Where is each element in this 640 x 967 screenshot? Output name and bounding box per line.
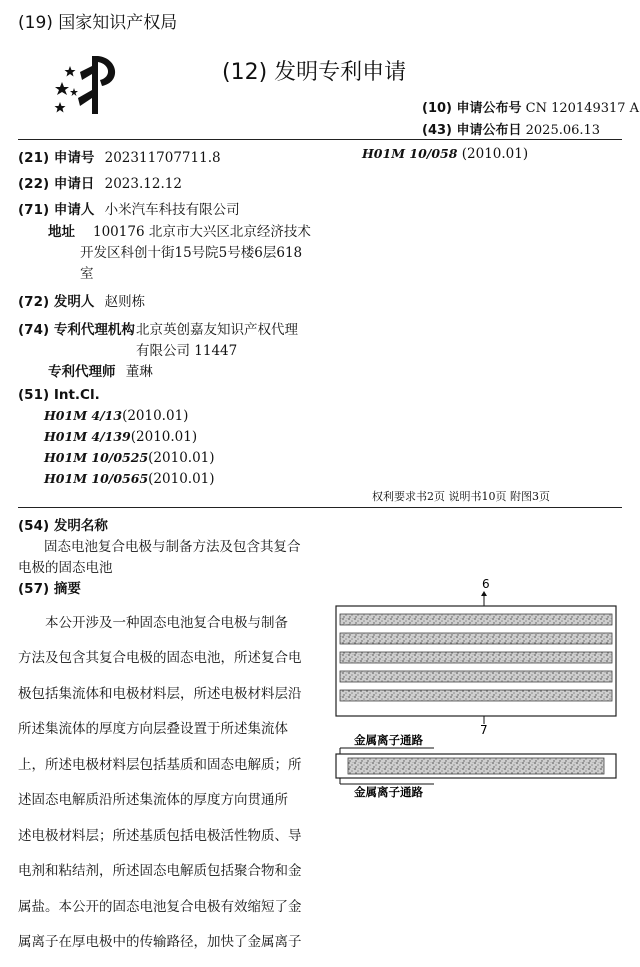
ipc-main-year: (2010.01): [461, 146, 529, 162]
int-cl-item: H01M 10/0525(2010.01): [44, 450, 215, 466]
pub-date-row: [422, 119, 600, 138]
abstract-label: (57) 摘要: [18, 581, 81, 597]
document-type: (12) 发明专利申请: [222, 60, 407, 85]
title-label: (54) 发明名称: [18, 518, 108, 534]
agent-row: [48, 360, 153, 380]
abstract-line: 上，所述电极材料层包括基质和固态电解质；所: [18, 756, 302, 773]
inventor-row: [18, 290, 145, 310]
inventor-label: (72) 发明人: [18, 294, 95, 310]
agency-line-2: 有限公司 11447: [136, 343, 238, 359]
applicant-label: (71) 申请人: [18, 202, 95, 218]
application-date-row: [18, 172, 182, 192]
abstract-line: 属盐。本公开的固态电池复合电极有效缩短了金: [18, 898, 302, 915]
address-label: 地址: [48, 224, 75, 240]
agent-name: 董琳: [125, 364, 153, 380]
ipc-main-row: [362, 146, 528, 162]
figure-label-7: 7: [480, 723, 488, 737]
applicant-row: [18, 198, 240, 218]
figure-label-6: 6: [482, 577, 490, 591]
abstract-line: 述电极材料层；所述基质包括电极活性物质、导: [18, 827, 302, 844]
agency-line-1: 北京英创嘉友知识产权代理: [136, 322, 298, 338]
application-number-label: (21) 申请号: [18, 150, 95, 166]
applicant-name: 小米汽车科技有限公司: [104, 202, 240, 218]
electrode-layer: [340, 633, 612, 644]
title-line-1: 固态电池复合电极与制备方法及包含其复合: [44, 539, 301, 555]
application-number-row: [18, 146, 221, 166]
electrode-figure: [330, 576, 622, 812]
int-cl-item: H01M 4/139(2010.01): [44, 429, 198, 445]
electrode-layer: [340, 652, 612, 663]
abstract-line: 述固态电解质沿所述集流体的厚度方向贯通所: [18, 792, 288, 808]
electrode-layer: [340, 671, 612, 682]
int-cl-label: (51) Int.Cl.: [18, 387, 100, 403]
ipc-main-code: H01M 10/058: [362, 146, 458, 161]
abstract-line: 所述集流体的厚度方向层叠设置于所述集流体: [18, 721, 288, 737]
ion-channel-label-bottom: 金属离子通路: [354, 785, 423, 799]
page-counts: 权利要求书2页 说明书10页 附图3页: [372, 490, 550, 503]
section-rule: [18, 507, 622, 508]
office-name: (19) 国家知识产权局: [18, 13, 178, 33]
electrode-layer: [340, 690, 612, 701]
application-date: 2023.12.12: [104, 176, 182, 192]
pub-number: CN 120149317 A: [525, 101, 640, 116]
abstract-line: 极包括集流体和电极材料层，所述电极材料层沿: [18, 685, 302, 702]
pub-number-label: (10) 申请公布号: [422, 101, 522, 116]
address-line-1: 100176 北京市大兴区北京经济技术: [93, 224, 311, 240]
application-date-label: (22) 申请日: [18, 176, 95, 192]
pub-date-label: (43) 申请公布日: [422, 123, 522, 138]
abstract-body: [18, 598, 308, 967]
abstract-line: 电剂和粘结剂，所述固态电解质包括聚合物和金: [18, 863, 302, 879]
address-line-2: 开发区科创十街15号院5号楼6层618: [80, 245, 303, 261]
pub-date: 2025.06.13: [525, 123, 601, 138]
electrode-layer: [340, 614, 612, 625]
abstract-line: 属离子在厚电极中的传输路径，加快了金属离子: [18, 934, 302, 950]
application-number: 202311707711.8: [104, 150, 221, 166]
header-rule: [18, 139, 622, 140]
abstract-line: 本公开涉及一种固态电池复合电极与制备: [45, 614, 288, 631]
inventor-name: 赵则栋: [104, 294, 146, 310]
title-line-2: 电极的固态电池: [18, 560, 113, 576]
int-cl-item: H01M 10/0565(2010.01): [44, 471, 215, 487]
single-electrode-layer: [348, 758, 604, 774]
ion-channel-label-top: 金属离子通路: [354, 733, 423, 747]
address-line-3: 室: [80, 266, 94, 282]
int-cl-item: H01M 4/13(2010.01): [44, 408, 189, 424]
abstract-line: 方法及包含其复合电极的固态电池，所述复合电: [18, 650, 302, 666]
agency-label: (74) 专利代理机构: [18, 322, 135, 338]
cnipa-logo: [52, 52, 124, 116]
agent-label: 专利代理师: [48, 364, 116, 380]
pub-number-row: [422, 97, 639, 116]
